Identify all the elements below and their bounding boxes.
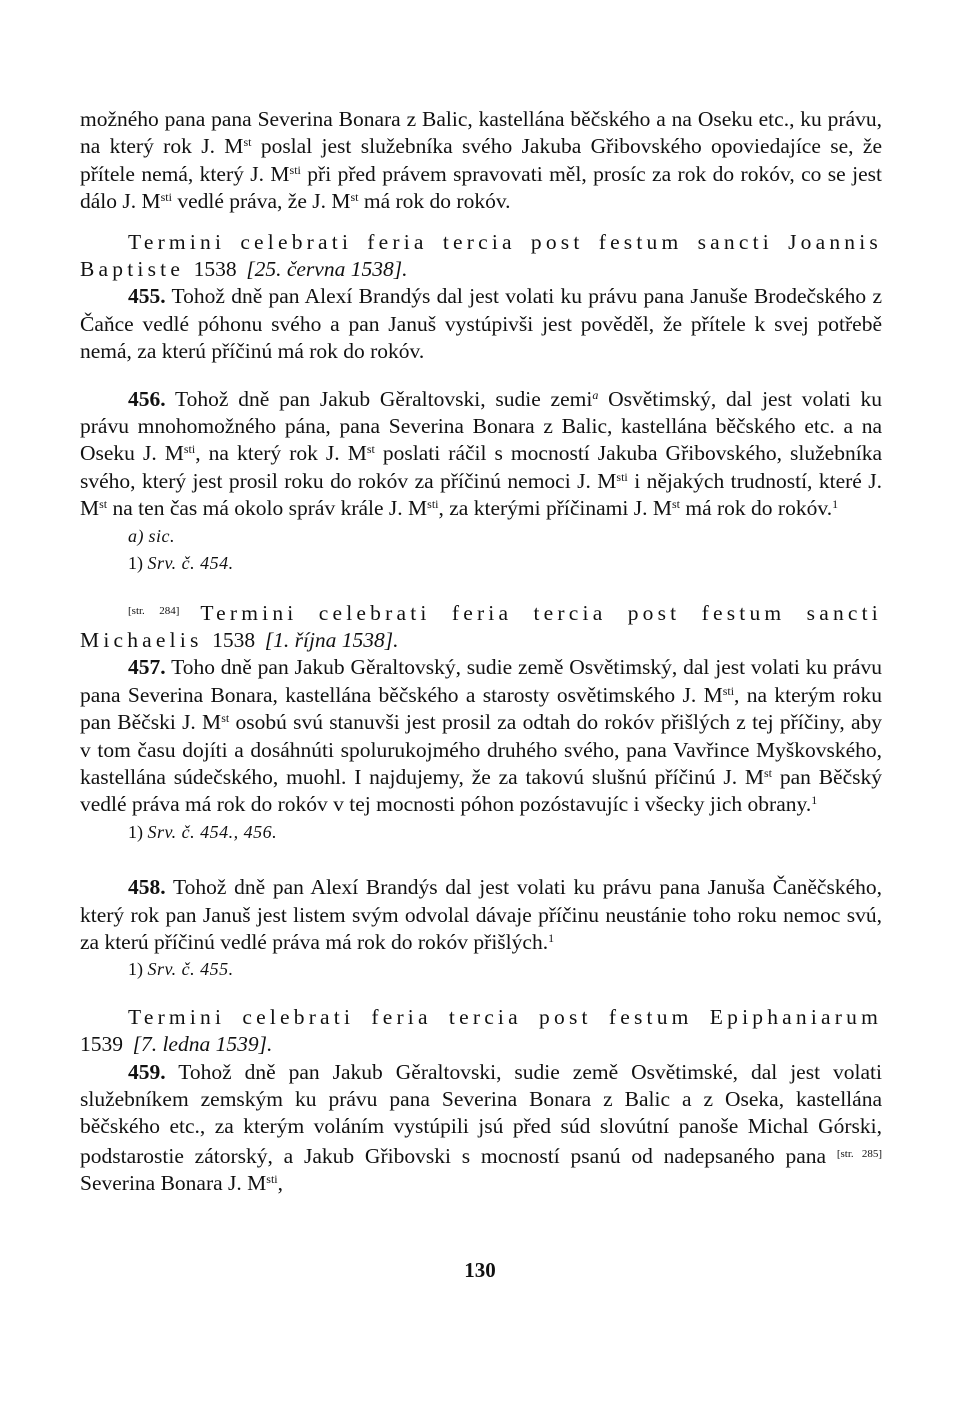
- section-heading-1: Termini celebrati feria tercia post festum sancti Joannis Baptiste 1538 [25. června 1538].: [80, 229, 882, 282]
- footnote-a: a) sic.: [128, 525, 175, 546]
- footnote-ref: 1: [832, 497, 839, 512]
- footnote-2: 1) Srv. č. 454., 456.: [128, 821, 278, 842]
- entry-455: 455. Tohož dně pan Alexí Brandýs dal jest volati ku právu pana Januše Brodečského z Čaňce vedlé póhonu svého a pan Januš vystúpivši jest pověděl, že přítele k svej potřebě nemá, za kterú příčinú má rok do rokóv.: [80, 284, 882, 364]
- page-reference: [str. 285]: [836, 1147, 882, 1160]
- entry-456: 456. Tohož dně pan Jakub Gěraltovski, sudie zemi$^a$ Osvětimský, dal jest volati ku právu mnohomožného pána, pana Severina Bonara z Balic, kastellána běčského etc. a na Oseku J. $M^{sti}$, na který rok J. Mst poslati ráčil s mocností Jakuba Gřibovského, služebníka svého, který jest prosil roku do rokóv za příčinú nemoci J. $M^{sti}$ i nějakých trudností, které J. Mst na ten čas má okolo správ krále J. $M^{sti}$, za kterými příčinami J. Mst má rok do rokóv.$^1$: [80, 386, 882, 521]
- footnote-ref: 1: [811, 793, 818, 808]
- continued-paragraph: možného pana pana Severina Bonara z Balic, kastellána běčského a na Oseku etc., ku právu, na který rok J. Mst poslal jest služebníka svého Jakuba Gřibovského opoviedajíce se, že přítele nemá, který J. $M^{sti}$ při před právem spravovati měl, prosíc za rok do rokóv, co se jest dálo J. $M^{sti}$ vedlé práva, že J. Mst má rok do rokóv.: [80, 107, 882, 214]
- footnote-3: 1) Srv. č. 455.: [128, 959, 234, 980]
- document-page: [80, 106, 882, 1198]
- entry-number: 456.: [128, 386, 166, 411]
- footnote-ref: 1: [548, 930, 555, 945]
- footnote-1: 1) Srv. č. 454.: [128, 553, 234, 574]
- entry-457: 457. Toho dně pan Jakub Gěraltovský, sudie země Osvětimský, dal jest volati ku právu pana Severina Bonara, kastellána běčského a starosty osvětimského J. $M^{sti}$, na kterým roku pan Běčski J. Mst osobú svú stanuvši jest prosil za odtah do rokóv přišlých z tej příčiny, aby v tom času dojíti a dosáhnúti spolurukojmého druhého svého, pana Vavřince Myškovského, kastellána súdečského, muohl. I najdujemy, že za takovú slušnú příčinú J. Mst pan Běčský vedlé práva má rok do rokóv v tej mocnosti póhon pozóstavujíc i všecky jich obrany.$^1$: [80, 655, 882, 817]
- section-heading-3: Termini celebrati feria tercia post festum Epiphaniarum 1539 [7. ledna 1539].: [80, 1004, 882, 1057]
- section-heading-2: [str. 284] Termini celebrati feria tercia post festum sancti Michaelis 1538 [1. října 1538].: [80, 600, 882, 652]
- entry-number: 458.: [128, 875, 166, 900]
- page-reference: [str. 284]: [128, 604, 180, 617]
- entry-458: 458. Tohož dně pan Alexí Brandýs dal jest volati ku právu pana Januša Čaněčského, který rok pan Januš jest listem svým odvolal dávaje příčinu neustánie toho roku nemoc svú, za kterú příčinú vedlé práva má rok do rokóv přišlých.$^1$: [80, 875, 882, 954]
- entry-number: 455.: [128, 284, 166, 309]
- entry-number: 459.: [128, 1059, 166, 1084]
- entry-459: 459. Tohož dně pan Jakub Gěraltovski, sudie země Osvětimské, dal jest volati služebníkem zemským ku právu pana Severina Bonara z Balic a z Oseka, kastellána běčského etc., za kterým voláním vystúpili jsú před súd slovútní panoše Michal Górski, podstarostie zátorský, a Jakub Gřibovski s mocností psanú od nadepsaného pana [str. 285] Severina Bonara J. $M^{sti}$,: [80, 1059, 882, 1196]
- page-number: 130: [464, 1258, 496, 1282]
- entry-number: 457.: [128, 655, 166, 680]
